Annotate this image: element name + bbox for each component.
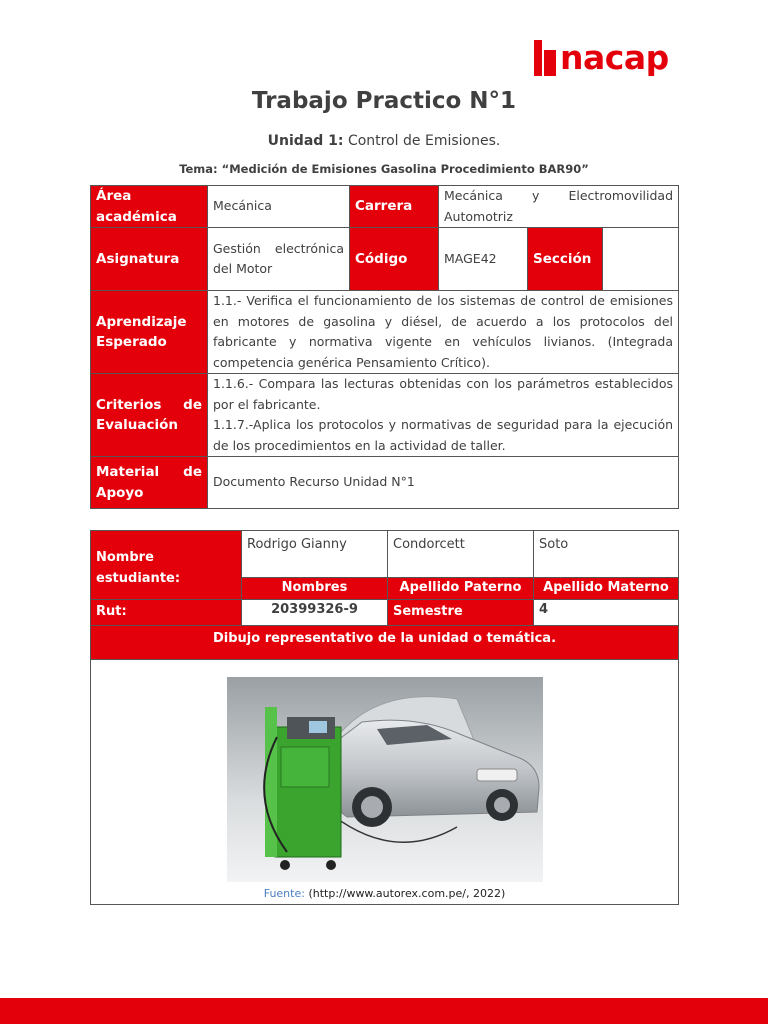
figure-cell: [91, 659, 679, 905]
table-row: [91, 228, 679, 291]
table-row: [91, 457, 679, 509]
course-info-table: [90, 185, 679, 509]
criterio-1: 1.1.6.- Compara las lecturas obtenidas con los parámetros establecidos por el fabricante.: [213, 376, 674, 412]
figure-caption: [91, 884, 678, 905]
area-label: Área académica: [91, 186, 208, 228]
caption-text: (http://www.autorex.com.pe/, 2022): [308, 886, 506, 900]
apellido-paterno-value: Condorcett: [388, 531, 534, 578]
aprendizaje-value: 1.1.- Verifica el funcionamiento de los sistemas de control de emisiones en motores de gasolina y diésel, de acuerdo a los protocolos del fabricante y normativa vigente en vehículos livianos. (Integrada competencia genérica Pensamiento Crítico).: [208, 291, 679, 374]
aprendizaje-label: Aprendizaje Esperado: [91, 291, 208, 374]
table-row: [91, 186, 679, 228]
inacap-logo-mark: [534, 40, 556, 76]
apellido-paterno-header: Apellido Paterno: [388, 578, 534, 600]
carrera-value: Mecánica y Electromovilidad Automotriz: [439, 186, 679, 228]
criterios-value: [208, 374, 679, 457]
area-value: Mecánica: [208, 186, 350, 228]
table-row: [91, 531, 679, 578]
caption-source-link[interactable]: Fuente:: [263, 886, 305, 900]
table-row: [91, 599, 679, 625]
inacap-logo: [534, 38, 669, 78]
tema-line: Tema: “Medición de Emisiones Gasolina Procedimiento BAR90”: [179, 162, 589, 176]
nombres-value: Rodrigo Gianny: [242, 531, 388, 578]
nombre-label: Nombre estudiante:: [91, 531, 242, 600]
semestre-value: 4: [534, 599, 679, 625]
seccion-value: [603, 228, 679, 291]
figure-header: Dibujo representativo de la unidad o temática.: [91, 625, 679, 659]
footer-bar: [0, 998, 768, 1024]
table-row: [91, 625, 679, 659]
material-value: Documento Recurso Unidad N°1: [208, 457, 679, 509]
inacap-logo-text: nacap: [560, 38, 669, 77]
rut-label: Rut:: [91, 599, 242, 625]
asignatura-label: Asignatura: [91, 228, 208, 291]
student-table: [90, 530, 679, 905]
semestre-label: Semestre: [388, 599, 534, 625]
table-row: [91, 374, 679, 457]
apellido-materno-header: Apellido Materno: [534, 578, 679, 600]
table-row: [91, 291, 679, 374]
table-row: [91, 659, 679, 905]
codigo-value: MAGE42: [439, 228, 528, 291]
codigo-label: Código: [350, 228, 439, 291]
rut-value: 20399326-9: [242, 599, 388, 625]
criterios-label: Criterios de Evaluación: [91, 374, 208, 457]
material-label: Material de Apoyo: [91, 457, 208, 509]
page-title: Trabajo Practico N°1: [251, 88, 517, 114]
apellido-materno-value: Soto: [534, 531, 679, 578]
carrera-label: Carrera: [350, 186, 439, 228]
criterio-2: 1.1.7.-Aplica los protocolos y normativas de seguridad para la ejecución de los procedimientos en la actividad de taller.: [213, 417, 674, 453]
seccion-label: Sección: [528, 228, 603, 291]
nombres-header: Nombres: [242, 578, 388, 600]
unit-subtitle: Unidad 1: Control de Emisiones.: [267, 133, 501, 149]
emissions-analyzer-car-photo: [227, 677, 543, 882]
asignatura-value: Gestión electrónica del Motor: [208, 228, 350, 291]
